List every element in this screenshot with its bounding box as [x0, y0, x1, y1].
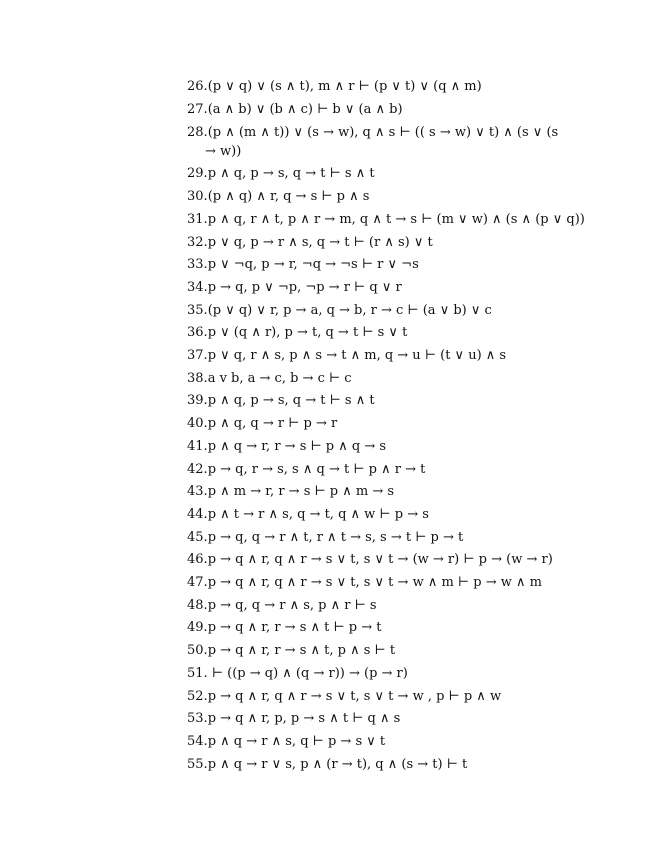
- exercise-formula: (p ∧ q) ∧ r, q → s ⊢ p ∧ s: [207, 189, 370, 205]
- exercise-formula: p → q, q → r ∧ s, p ∧ r ⊢ s: [207, 597, 377, 613]
- exercise-number: 55.: [187, 756, 208, 772]
- exercise-item: [187, 121, 627, 163]
- exercise-formula: p → q ∧ r, q ∧ r → s ∨ t, s ∨ t → w , p ⊢ p ∧ w: [207, 688, 502, 704]
- exercise-formula: p ∧ q, r ∧ t, p ∧ r → m, q ∧ t → s ⊢ (m ∨ w) ∧ (s ∧ (p ∨ q)): [207, 211, 585, 227]
- exercise-formula: p ∨ q, r ∧ s, p ∧ s → t ∧ m, q → u ⊢ (t ∨ u) ∧ s: [207, 348, 507, 364]
- exercise-formula-continuation: → w)): [205, 144, 242, 160]
- exercise-formula: p → q, q → r ∧ t, r ∧ t → s, s → t ⊢ p → t: [207, 529, 464, 545]
- exercise-formula: ⊢ ((p → q) ∧ (q → r)) → (p → r): [207, 665, 408, 681]
- exercise-formula: p → q, p ∨ ¬p, ¬p → r ⊢ q ∨ r: [207, 279, 402, 295]
- exercise-item: [187, 663, 627, 686]
- exercise-item: [187, 322, 627, 345]
- exercise-formula: p ∧ q → r ∧ s, q ⊢ p → s ∨ t: [207, 733, 386, 749]
- exercise-item: [187, 254, 627, 277]
- exercise-item: [187, 186, 627, 209]
- exercise-number: 48.: [187, 597, 208, 613]
- exercise-number: 46.: [187, 552, 208, 568]
- exercise-formula: p ∨ ¬q, p → r, ¬q → ¬s ⊢ r ∨ ¬s: [207, 257, 419, 273]
- exercise-number: 26.: [187, 79, 208, 94]
- exercise-item: [187, 595, 627, 618]
- exercise-item: [187, 459, 627, 482]
- exercise-formula: p ∧ q → r, r → s ⊢ p ∧ q → s: [207, 438, 387, 454]
- exercise-item: [187, 640, 627, 663]
- exercise-number: 41.: [187, 438, 208, 454]
- exercise-formula: p → q ∧ r, q ∧ r → s ∨ t, s ∨ t → (w → r) ⊢ p → (w → r): [207, 552, 553, 568]
- exercise-item: [187, 731, 627, 754]
- exercise-item: [187, 345, 627, 368]
- exercise-number: 31.: [187, 211, 208, 227]
- exercise-item: [187, 300, 627, 323]
- exercise-item: [187, 481, 627, 504]
- exercise-formula: p ∧ m → r, r → s ⊢ p ∧ m → s: [207, 484, 395, 500]
- exercise-formula: p ∧ q, q → r ⊢ p → r: [207, 416, 338, 432]
- exercise-formula: (p ∨ q) ∨ (s ∧ t), m ∧ r ⊢ (p ∨ t) ∨ (q ∧ m): [207, 79, 482, 94]
- exercise-formula: p → q, r → s, s ∧ q → t ⊢ p ∧ r → t: [207, 461, 426, 477]
- exercise-number: 44.: [187, 506, 208, 522]
- exercise-number: 54.: [187, 733, 208, 749]
- exercise-item: [187, 708, 627, 731]
- exercise-item: [187, 686, 627, 709]
- exercise-formula: (a ∧ b) ∨ (b ∧ c) ⊢ b ∨ (a ∧ b): [207, 101, 403, 117]
- exercise-item: [187, 76, 627, 99]
- exercise-formula: p → q ∧ r, r → s ∧ t ⊢ p → t: [207, 620, 382, 636]
- exercise-number: 30.: [187, 189, 208, 205]
- exercise-number: 34.: [187, 279, 208, 295]
- exercise-number: 45.: [187, 529, 208, 545]
- exercise-item: [187, 232, 627, 255]
- exercise-number: 29.: [187, 166, 208, 182]
- exercise-formula: p ∧ q → r ∨ s, p ∧ (r → t), q ∧ (s → t) ⊢ t: [207, 756, 468, 772]
- exercise-item: [187, 436, 627, 459]
- exercise-item: [187, 163, 627, 186]
- exercise-formula: (p ∧ (m ∧ t)) ∨ (s → w), q ∧ s ⊢ (( s → w) ∨ t) ∧ (s ∨ (s: [207, 125, 559, 141]
- exercise-item: [187, 277, 627, 300]
- exercise-number: 51.: [187, 665, 208, 681]
- exercise-item: [187, 413, 627, 436]
- exercise-number: 28.: [187, 125, 208, 141]
- exercise-formula: p ∧ q, p → s, q → t ⊢ s ∧ t: [207, 393, 375, 409]
- exercise-formula: (p ∨ q) ∨ r, p → a, q → b, r → c ⊢ (a ∨ b) ∨ c: [207, 302, 492, 318]
- exercise-number: 27.: [187, 101, 208, 117]
- exercise-number: 47.: [187, 575, 208, 591]
- exercise-list: [187, 76, 627, 776]
- exercise-number: 32.: [187, 234, 208, 250]
- exercise-number: 42.: [187, 461, 208, 477]
- exercise-number: 49.: [187, 620, 208, 636]
- exercise-item: [187, 572, 627, 595]
- exercise-number: 43.: [187, 484, 208, 500]
- exercise-number: 38.: [187, 370, 208, 386]
- exercise-number: 36.: [187, 325, 208, 341]
- exercise-formula: a v b, a → c, b → c ⊢ c: [207, 370, 352, 386]
- exercise-number: 53.: [187, 711, 208, 727]
- exercise-item: [187, 368, 627, 391]
- exercise-formula: p → q ∧ r, q ∧ r → s ∨ t, s ∨ t → w ∧ m ⊢ p → w ∧ m: [207, 575, 542, 591]
- exercise-item: [187, 754, 627, 777]
- exercise-number: 33.: [187, 257, 208, 273]
- exercise-formula: p ∧ t → r ∧ s, q → t, q ∧ w ⊢ p → s: [207, 506, 429, 522]
- exercise-formula: p → q ∧ r, r → s ∧ t, p ∧ s ⊢ t: [207, 643, 396, 659]
- exercise-item: [187, 527, 627, 550]
- exercise-number: 50.: [187, 643, 208, 659]
- exercise-number: 52.: [187, 688, 208, 704]
- exercise-item: [187, 504, 627, 527]
- exercise-formula: p ∨ (q ∧ r), p → t, q → t ⊢ s ∨ t: [207, 325, 408, 341]
- exercise-formula: p → q ∧ r, p, p → s ∧ t ⊢ q ∧ s: [207, 711, 401, 727]
- exercise-item: [187, 209, 627, 232]
- exercise-formula: p ∧ q, p → s, q → t ⊢ s ∧ t: [207, 166, 375, 182]
- exercise-number: 35.: [187, 302, 208, 318]
- exercise-item: [187, 617, 627, 640]
- exercise-number: 37.: [187, 348, 208, 364]
- exercise-formula: p ∨ q, p → r ∧ s, q → t ⊢ (r ∧ s) ∨ t: [207, 234, 433, 250]
- exercise-item: [187, 390, 627, 413]
- exercise-number: 40.: [187, 416, 208, 432]
- exercise-item: [187, 549, 627, 572]
- exercise-number: 39.: [187, 393, 208, 409]
- exercise-item: [187, 99, 627, 122]
